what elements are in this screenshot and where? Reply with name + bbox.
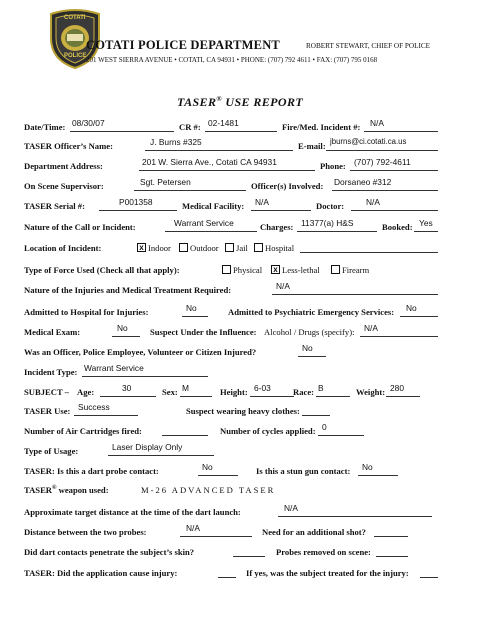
- stun-gun-field[interactable]: [358, 475, 398, 476]
- admitted-hospital-label: Admitted to Hospital for Injuries:: [24, 307, 149, 317]
- age-field[interactable]: [100, 396, 156, 397]
- doctor-label: Doctor:: [316, 201, 345, 211]
- indoor-checkbox[interactable]: [137, 243, 146, 252]
- date-time-label: Date/Time:: [24, 122, 66, 132]
- date-time-field[interactable]: [70, 131, 174, 132]
- doctor-field[interactable]: [351, 210, 438, 211]
- officer-name-field[interactable]: [145, 150, 293, 151]
- age-label: Age:: [77, 387, 95, 397]
- dart-probe-value: No: [202, 462, 213, 472]
- dart-penetrate-label: Did dart contacts penetrate the subject’s skin?: [24, 547, 195, 557]
- air-cartridges-label: Number of Air Cartridges fired:: [24, 426, 142, 436]
- race-value: B: [318, 383, 324, 393]
- nature-call-label: Nature of the Call or Incident:: [24, 222, 136, 232]
- additional-shot-field[interactable]: [374, 536, 408, 537]
- firearm-checkbox[interactable]: [331, 265, 340, 274]
- dart-probe-field[interactable]: [198, 475, 238, 476]
- height-label: Height:: [220, 387, 248, 397]
- cycles-value: 0: [322, 422, 327, 432]
- cycles-field[interactable]: [318, 435, 364, 436]
- supervisor-field[interactable]: [134, 190, 246, 191]
- app-injury-label: TASER: Did the application cause injury:: [24, 568, 178, 578]
- nature-call-field[interactable]: [165, 231, 257, 232]
- additional-shot-label: Need for an additional shot?: [262, 527, 366, 537]
- phone-field[interactable]: [350, 170, 438, 171]
- email-label: E-mail:: [298, 141, 326, 151]
- email-field[interactable]: [326, 150, 438, 151]
- cr-field[interactable]: [205, 131, 277, 132]
- incident-type-label: Incident Type:: [24, 367, 78, 377]
- usage-type-value: Laser Display Only: [112, 442, 183, 452]
- form-title: [177, 95, 303, 110]
- hospital-checkbox[interactable]: [254, 243, 263, 252]
- nature-call-value: Warrant Service: [174, 218, 234, 228]
- taser-use-value: Success: [78, 402, 110, 412]
- medical-exam-label: Medical Exam:: [24, 327, 81, 337]
- taser-use-label: TASER Use:: [24, 406, 71, 416]
- injuries-field[interactable]: [272, 294, 438, 295]
- outdoor-label: Outdoor: [190, 243, 219, 253]
- phone-value: (707) 792-4611: [354, 157, 411, 167]
- usage-type-label: Type of Usage:: [24, 446, 79, 456]
- medical-exam-field[interactable]: [112, 336, 140, 337]
- admitted-hospital-field[interactable]: [182, 316, 208, 317]
- dept-address-value: 201 W. Sierra Ave., Cotati CA 94931: [142, 157, 277, 167]
- admitted-hospital-value: No: [186, 303, 197, 313]
- cr-label: CR #:: [179, 122, 201, 132]
- cr-value: 02-1481: [208, 118, 239, 128]
- treated-field[interactable]: [420, 577, 438, 578]
- officers-involved-value: Dorsaneo #312: [334, 177, 392, 187]
- heavy-clothes-label: Suspect wearing heavy clothes:: [186, 406, 300, 416]
- injuries-value: N/A: [276, 281, 290, 291]
- physical-label: Physical: [233, 265, 263, 275]
- suspect-influence-label: Suspect Under the Influence:: [150, 327, 257, 337]
- jail-label: Jail: [236, 243, 248, 253]
- location-label: Location of Incident:: [24, 243, 102, 253]
- serial-value: P001358: [119, 197, 153, 207]
- app-injury-field[interactable]: [218, 577, 236, 578]
- fire-med-field[interactable]: [364, 131, 438, 132]
- email-value: jburns@ci.cotati.ca.us: [330, 137, 407, 146]
- weight-value: 280: [390, 383, 404, 393]
- officers-involved-field[interactable]: [332, 190, 438, 191]
- stun-gun-value: No: [362, 462, 373, 472]
- air-cartridges-field[interactable]: [162, 435, 208, 436]
- less-lethal-checkbox[interactable]: [271, 265, 280, 274]
- target-distance-value: N/A: [284, 503, 298, 513]
- booked-field[interactable]: [414, 231, 438, 232]
- indoor-label: Indoor: [148, 243, 171, 253]
- weapon-used-label-main: TASER: [24, 485, 53, 495]
- registered-mark: ®: [216, 95, 222, 103]
- influence-specify-field[interactable]: [360, 336, 438, 337]
- taser-use-field[interactable]: [74, 415, 138, 416]
- medical-facility-value: N/A: [255, 197, 269, 207]
- treated-label: If yes, was the subject treated for the injury:: [246, 568, 409, 578]
- sex-label: Sex:: [162, 387, 178, 397]
- force-type-label: Type of Force Used (Check all that apply):: [24, 265, 180, 275]
- physical-checkbox[interactable]: [222, 265, 231, 274]
- target-distance-field[interactable]: [278, 516, 432, 517]
- cycles-label: Number of cycles applied:: [220, 426, 316, 436]
- jail-checkbox[interactable]: [225, 243, 234, 252]
- serial-label: TASER Serial #:: [24, 201, 85, 211]
- charges-label: Charges:: [260, 222, 294, 232]
- weapon-registered-mark: ®: [52, 485, 57, 492]
- medical-exam-value: No: [117, 323, 128, 333]
- injuries-label: Nature of the Injuries and Medical Treatment Required:: [24, 285, 232, 295]
- date-time-value: 08/30/07: [72, 118, 105, 128]
- race-label: Race:: [293, 387, 314, 397]
- weight-label: Weight:: [356, 387, 386, 397]
- department-address: 201 WEST SIERRA AVENUE • COTATI, CA 94931 • PHONE: (707) 792 4611 • FAX: (707) 795 0168: [86, 56, 378, 64]
- badge-top-text: COTATI: [64, 15, 86, 21]
- fire-med-label: Fire/Med. Incident #:: [282, 122, 361, 132]
- chief-name: ROBERT STEWART, CHIEF OF POLICE: [306, 42, 431, 50]
- age-value: 30: [122, 383, 132, 393]
- sex-value: M: [182, 383, 189, 393]
- booked-label: Booked:: [382, 222, 413, 232]
- phone-label: Phone:: [320, 161, 346, 171]
- officers-involved-label: Officer(s) Involved:: [251, 181, 324, 191]
- admitted-psych-label: Admitted to Psychiatric Emergency Services:: [228, 307, 395, 317]
- influence-specify-label: Alcohol / Drugs (specify):: [264, 327, 355, 337]
- less-lethal-check-mark: x: [273, 265, 278, 274]
- officer-injured-label: Was an Officer, Police Employee, Volunteer or Citizen Injured?: [24, 347, 257, 357]
- booked-value: Yes: [419, 218, 433, 228]
- outdoor-checkbox[interactable]: [179, 243, 188, 252]
- weapon-used-value: M-26 ADVANCED TASER: [141, 485, 276, 495]
- hospital-name-field[interactable]: [300, 252, 438, 253]
- form-title-main: TASER: [177, 95, 217, 109]
- race-field[interactable]: [316, 396, 350, 397]
- incident-type-field[interactable]: [82, 376, 208, 377]
- form-title-rest: USE REPORT: [222, 95, 304, 109]
- firearm-label: Firearm: [342, 265, 370, 275]
- officer-name-value: J. Burns #325: [150, 137, 202, 147]
- dart-probe-label: TASER: Is this a dart probe contact:: [24, 466, 159, 476]
- doctor-value: N/A: [366, 197, 380, 207]
- weapon-used-label-rest: weapon used:: [56, 485, 109, 495]
- probe-distance-field[interactable]: [180, 536, 252, 537]
- incident-type-value: Warrant Service: [84, 363, 144, 373]
- target-distance-label: Approximate target distance at the time of the dart launch:: [24, 507, 241, 517]
- probes-removed-field[interactable]: [376, 556, 408, 557]
- weapon-used-label: [24, 485, 109, 495]
- admitted-psych-value: No: [406, 303, 417, 313]
- badge-bottom-text: POLICE: [64, 53, 87, 59]
- subject-label: SUBJECT –: [24, 387, 69, 397]
- influence-specify-value: N/A: [364, 323, 378, 333]
- height-value: 6-03: [254, 383, 271, 393]
- admitted-psych-field[interactable]: [400, 316, 438, 317]
- height-field[interactable]: [250, 396, 294, 397]
- serial-field[interactable]: [99, 210, 177, 211]
- probes-removed-label: Probes removed on scene:: [276, 547, 371, 557]
- officer-injured-field[interactable]: [298, 356, 326, 357]
- fire-med-value: N/A: [370, 118, 384, 128]
- stun-gun-label: Is this a stun gun contact:: [256, 466, 351, 476]
- weight-field[interactable]: [386, 396, 420, 397]
- officer-injured-value: No: [302, 343, 313, 353]
- department-name: COTATI POLICE DEPARTMENT: [86, 38, 280, 52]
- charges-value: 11377(a) H&S: [301, 218, 354, 228]
- hospital-label: Hospital: [265, 243, 295, 253]
- medical-facility-field[interactable]: [251, 210, 311, 211]
- heavy-clothes-field[interactable]: [302, 415, 330, 416]
- supervisor-value: Sgt. Petersen: [140, 177, 191, 187]
- officer-name-label: TASER Officer’s Name:: [24, 141, 113, 151]
- charges-field[interactable]: [297, 231, 377, 232]
- sex-field[interactable]: [180, 396, 212, 397]
- dart-penetrate-field[interactable]: [233, 556, 265, 557]
- supervisor-label: On Scene Supervisor:: [24, 181, 104, 191]
- dept-address-field[interactable]: [139, 170, 315, 171]
- dept-address-label: Department Address:: [24, 161, 103, 171]
- less-lethal-label: Less-lethal: [282, 265, 320, 275]
- probe-distance-value: N/A: [186, 523, 200, 533]
- usage-type-field[interactable]: [108, 455, 214, 456]
- indoor-check-mark: x: [139, 243, 144, 252]
- probe-distance-label: Distance between the two probes:: [24, 527, 147, 537]
- medical-facility-label: Medical Facility:: [182, 201, 245, 211]
